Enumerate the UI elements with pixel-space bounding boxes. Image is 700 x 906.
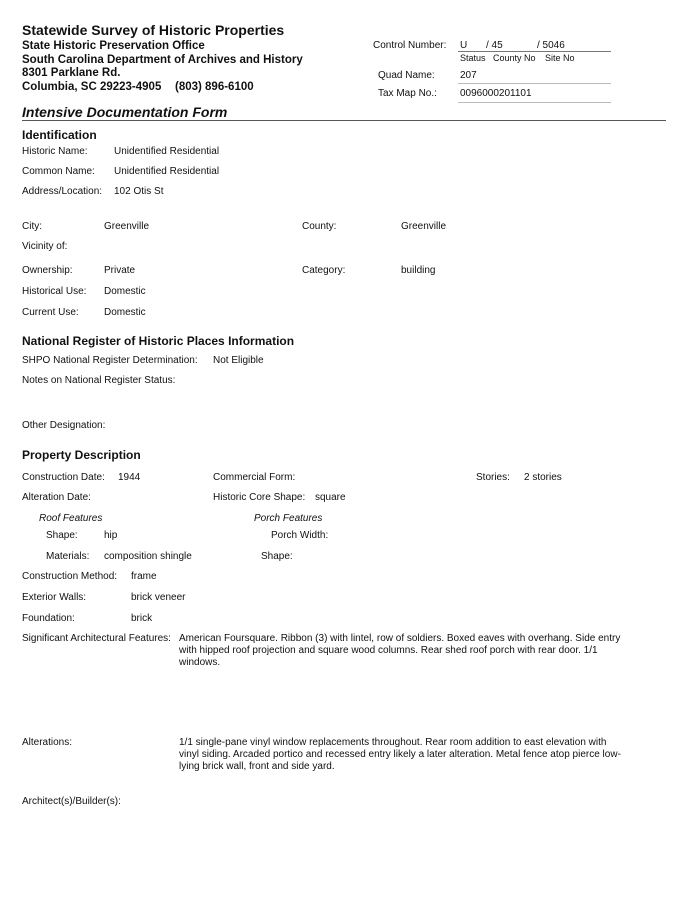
historical-use-value: Domestic bbox=[104, 286, 146, 297]
quad-name-label: Quad Name: bbox=[378, 70, 435, 81]
porch-features-heading: Porch Features bbox=[254, 513, 323, 524]
form-title: Intensive Documentation Form bbox=[22, 104, 228, 120]
control-number-label: Control Number: bbox=[373, 40, 447, 51]
office-line-4: Columbia, SC 29223-4905 bbox=[22, 81, 162, 93]
city-value: Greenville bbox=[104, 221, 150, 232]
form-title-rule bbox=[22, 120, 666, 121]
quad-name-value: 207 bbox=[460, 70, 477, 81]
construction-date-label: Construction Date: bbox=[22, 472, 105, 483]
current-use-label: Current Use: bbox=[22, 307, 79, 318]
core-shape-value: square bbox=[315, 492, 346, 503]
control-number-underline bbox=[458, 51, 611, 52]
roof-features-heading: Roof Features bbox=[39, 513, 103, 524]
identification-heading: Identification bbox=[22, 128, 97, 142]
ownership-value: Private bbox=[104, 265, 136, 276]
county-no-caption: County No bbox=[493, 53, 536, 63]
porch-shape-label: Shape: bbox=[261, 551, 293, 562]
county-value: Greenville bbox=[401, 221, 447, 232]
commercial-form-label: Commercial Form: bbox=[213, 472, 296, 483]
stories-value: 2 stories bbox=[524, 472, 562, 483]
roof-shape-value: hip bbox=[104, 530, 118, 541]
roof-shape-label: Shape: bbox=[46, 530, 78, 541]
nr-determination-label: SHPO National Register Determination: bbox=[22, 355, 198, 366]
significant-features-label: Significant Architectural Features: bbox=[22, 633, 171, 644]
common-name-value: Unidentified Residential bbox=[114, 166, 220, 177]
alterations-label: Alterations: bbox=[22, 737, 73, 748]
address-label: Address/Location: bbox=[22, 186, 103, 197]
nr-determination-value: Not Eligible bbox=[213, 355, 264, 366]
city-label: City: bbox=[22, 221, 42, 232]
construction-method-value: frame bbox=[131, 571, 157, 582]
national-register-heading: National Register of Historic Places Information bbox=[22, 334, 295, 348]
office-phone: (803) 896-6100 bbox=[175, 81, 254, 93]
property-description-heading: Property Description bbox=[22, 448, 141, 462]
historic-name-value: Unidentified Residential bbox=[114, 146, 220, 157]
construction-date-value: 1944 bbox=[118, 472, 141, 483]
office-line-3: 8301 Parklane Rd. bbox=[22, 67, 121, 79]
alterations-text: 1/1 single-pane vinyl window replacements throughout. Rear room addition to east elevation with vinyl siding. Arcaded portico and recessed entry likely a later alteration. Metal fence atop pierce low-lying brick wall, front and side yard. bbox=[179, 737, 621, 772]
control-county-value: / 45 bbox=[486, 40, 503, 51]
exterior-walls-value: brick veneer bbox=[131, 592, 186, 603]
tax-map-label: Tax Map No.: bbox=[378, 88, 437, 99]
page-title: Statewide Survey of Historic Properties bbox=[22, 22, 285, 38]
foundation-value: brick bbox=[131, 613, 153, 624]
historical-use-label: Historical Use: bbox=[22, 286, 87, 297]
materials-value: composition shingle bbox=[104, 551, 192, 562]
site-no-caption: Site No bbox=[545, 53, 575, 63]
common-name-label: Common Name: bbox=[22, 166, 95, 177]
vicinity-label: Vicinity of: bbox=[22, 241, 68, 252]
status-caption: Status bbox=[460, 53, 486, 63]
category-label: Category: bbox=[302, 265, 346, 276]
construction-method-label: Construction Method: bbox=[22, 571, 118, 582]
materials-label: Materials: bbox=[46, 551, 90, 562]
category-value: building bbox=[401, 265, 436, 276]
alteration-date-label: Alteration Date: bbox=[22, 492, 91, 503]
current-use-value: Domestic bbox=[104, 307, 146, 318]
significant-features-text: American Foursquare. Ribbon (3) with lintel, row of soldiers. Boxed eaves with overhang. Side entry with hipped roof projection and square wood columns. Rear shed roof porch with rear door. 1/1 windows. bbox=[179, 633, 621, 668]
office-line-2: South Carolina Department of Archives and History bbox=[22, 54, 303, 66]
nr-notes-label: Notes on National Register Status: bbox=[22, 375, 176, 386]
control-site-value: / 5046 bbox=[537, 40, 565, 51]
foundation-label: Foundation: bbox=[22, 613, 75, 624]
quad-name-underline bbox=[458, 83, 611, 84]
historic-name-label: Historic Name: bbox=[22, 146, 88, 157]
porch-width-label: Porch Width: bbox=[271, 530, 329, 541]
core-shape-label: Historic Core Shape: bbox=[213, 492, 306, 503]
exterior-walls-label: Exterior Walls: bbox=[22, 592, 87, 603]
tax-map-underline bbox=[458, 102, 611, 103]
other-designation-label: Other Designation: bbox=[22, 420, 106, 431]
control-status-value: U bbox=[460, 40, 468, 51]
stories-label: Stories: bbox=[476, 472, 510, 483]
architect-builder-label: Architect(s)/Builder(s): bbox=[22, 796, 121, 807]
county-label: County: bbox=[302, 221, 337, 232]
ownership-label: Ownership: bbox=[22, 265, 73, 276]
tax-map-value: 0096000201101 bbox=[460, 88, 532, 99]
address-value: 102 Otis St bbox=[114, 186, 164, 197]
office-line-1: State Historic Preservation Office bbox=[22, 40, 205, 52]
